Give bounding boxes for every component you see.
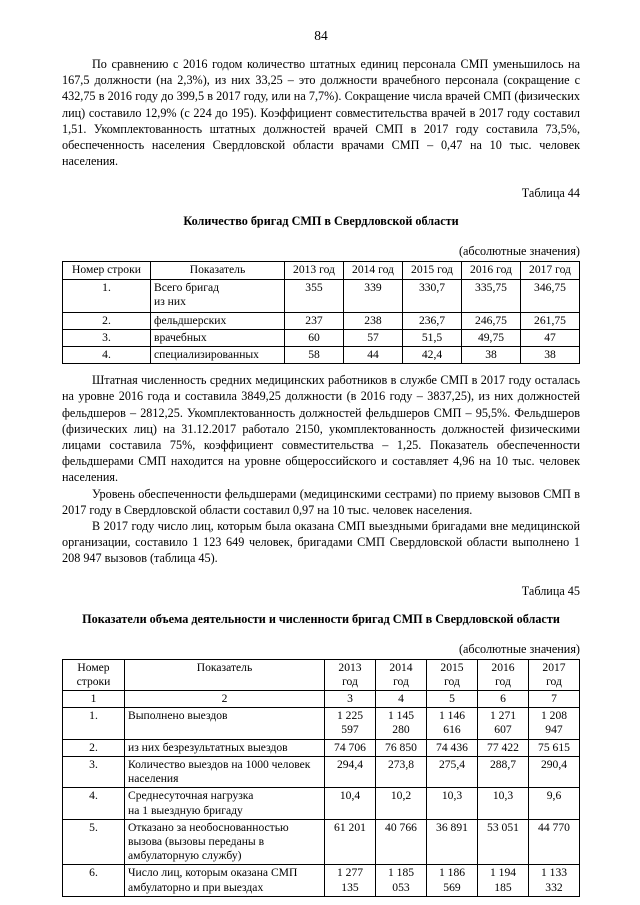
indicator-line-2: населения: [128, 772, 179, 786]
table-44-header-cell: 2016 год: [462, 262, 521, 279]
cell-value: 288,7: [478, 756, 529, 787]
cell-value: 246,75: [462, 312, 521, 329]
cell-value: 273,8: [376, 756, 427, 787]
header-line-1: 2017: [542, 660, 566, 674]
row-number: 2.: [63, 312, 151, 329]
table-45-header-cell: [63, 659, 125, 690]
row-number: 4.: [63, 788, 125, 819]
cell-value: 1 208 947: [529, 708, 580, 739]
cell-value: 1 271 607: [478, 708, 529, 739]
table-row: [63, 708, 580, 739]
cell-value: 44: [344, 347, 403, 364]
cell-value: 38: [462, 347, 521, 364]
column-number: 4: [376, 691, 427, 708]
header-line-1: 2014: [389, 660, 413, 674]
table-44: [62, 261, 580, 364]
indicator-line-2: из них: [154, 294, 186, 308]
cell-value: 335,75: [462, 279, 521, 312]
column-number: 1: [63, 691, 125, 708]
column-number: 5: [427, 691, 478, 708]
cell-value: 75 615: [529, 739, 580, 756]
cell-value: 1 133 332: [529, 865, 580, 896]
row-indicator: специализированных: [151, 347, 285, 364]
table-row: [63, 739, 580, 756]
cell-value: 44 770: [529, 819, 580, 865]
table-45-header-row: [63, 659, 580, 690]
table-row: [63, 312, 580, 329]
cell-value: 1 185 053: [376, 865, 427, 896]
cell-value: 355: [285, 279, 344, 312]
indicator-line-1: Среднесуточная нагрузка: [128, 789, 254, 803]
table-45-column-number-row: [63, 691, 580, 708]
indicator-line-1: Число лиц, которым оказана СМП: [128, 866, 298, 880]
header-line-1: 2015: [440, 660, 464, 674]
cell-value: 57: [344, 329, 403, 346]
cell-value: 1 186 569: [427, 865, 478, 896]
table-row: [63, 819, 580, 865]
table-44-header-cell: Номер строки: [63, 262, 151, 279]
indicator-line-1: Отказано за необоснованностью: [128, 820, 289, 834]
header-line-2: год: [546, 674, 562, 688]
row-indicator: [125, 788, 325, 819]
row-indicator: [125, 819, 325, 865]
indicator-line-2: вызова (вызовы переданы в: [128, 834, 265, 848]
row-number: 1.: [63, 708, 125, 739]
cell-value: 38: [521, 347, 580, 364]
table-row: [63, 347, 580, 364]
table-44-title: Количество бригад СМП в Свердловской области: [183, 214, 459, 229]
indicator-line-2: амбулаторно и при выездах: [128, 880, 264, 894]
header-line-1: Показатель: [196, 660, 253, 674]
cell-value: 330,7: [403, 279, 462, 312]
row-number: 6.: [63, 865, 125, 896]
cell-value: 294,4: [325, 756, 376, 787]
spacer: [62, 364, 580, 372]
table-44-header-cell: 2017 год: [521, 262, 580, 279]
table-44-label: Таблица 44: [521, 186, 580, 201]
cell-value: 36 891: [427, 819, 478, 865]
cell-value: 61 201: [325, 819, 376, 865]
cell-value: 53 051: [478, 819, 529, 865]
header-line-1: 2013: [338, 660, 362, 674]
table-45-header-cell: [427, 659, 478, 690]
cell-value: 237: [285, 312, 344, 329]
cell-value: 238: [344, 312, 403, 329]
cell-value: 1 146 616: [427, 708, 478, 739]
row-number: 3.: [63, 329, 151, 346]
column-number: 7: [529, 691, 580, 708]
header-line-2: строки: [76, 674, 111, 688]
table-row: [63, 788, 580, 819]
table-row: [63, 756, 580, 787]
header-line-1: Номер: [77, 660, 110, 674]
cell-value: 40 766: [376, 819, 427, 865]
table-44-header-cell: Показатель: [151, 262, 285, 279]
cell-value: 51,5: [403, 329, 462, 346]
header-line-2: год: [342, 674, 358, 688]
cell-value: 275,4: [427, 756, 478, 787]
row-indicator: из них безрезультатных выездов: [125, 739, 325, 756]
cell-value: 76 850: [376, 739, 427, 756]
paragraph-1: По сравнению с 2016 годом количество штатных единиц персонала СМП уменьшилось на 167,5 должности (на 2,3%), из них 33,25 – это должности врачебного персонала (сокращение с 432,75 в 2016 году до 399,5 в 2017 году, или на 7,7%). Сокращение числа врачей СМП (физических лиц) составило 12,9% (с 224 до 195). Коэффициент совместительства врачей в 2017 году составил 1,51. Укомплектованность штатных должностей врачей СМП в 2017 году составила 73,5%, обеспеченность населения Свердловской области врачами СМП – 0,47 на 10 тыс. человек населения.: [62, 57, 580, 169]
cell-value: 1 194 185: [478, 865, 529, 896]
indicator-line-3: амбулаторную службу): [128, 849, 242, 863]
cell-value: 10,3: [427, 788, 478, 819]
table-row: [63, 279, 580, 312]
header-line-2: год: [444, 674, 460, 688]
paragraph-3: Уровень обеспеченности фельдшерами (медицинскими сестрами) по приему вызовов СМП в 2017 году в Свердловской области составил 0,97 на 10 тыс. человек населения.: [62, 486, 580, 517]
paragraph-2: Штатная численность средних медицинских работников в службе СМП в 2017 году осталась на уровне 2016 года и составила 3849,25 должности (в 2016 году – 3837,25), из них должностей фельдшеров – 2812,25. Укомплектованность должностей фельдшеров СМП – 95,5%. Фельдшеров (физических лиц) на 31.12.2017 работало 2150, укомплектованность должностей физическими лицами составила 75%, коэффициент совместительства – 1,25. Показатель обеспеченности фельдшерами СМП находится на уровне общероссийского и составляет 4,96 на 10 тыс. человек населения.: [62, 373, 580, 485]
cell-value: 9,6: [529, 788, 580, 819]
table-44-header-cell: 2015 год: [403, 262, 462, 279]
cell-value: 236,7: [403, 312, 462, 329]
cell-value: 49,75: [462, 329, 521, 346]
table-44-header-row: [63, 262, 580, 279]
cell-value: 60: [285, 329, 344, 346]
indicator-line-1: Количество выездов на 1000 человек: [128, 757, 311, 771]
cell-value: 290,4: [529, 756, 580, 787]
row-number: 2.: [63, 739, 125, 756]
table-44-header-cell: 2014 год: [344, 262, 403, 279]
cell-value: 346,75: [521, 279, 580, 312]
indicator-line-2: на 1 выездную бригаду: [128, 803, 243, 817]
cell-value: 42,4: [403, 347, 462, 364]
table-45-header-cell: [125, 659, 325, 690]
cell-value: 1 225 597: [325, 708, 376, 739]
row-indicator: фельдшерских: [151, 312, 285, 329]
cell-value: 10,2: [376, 788, 427, 819]
table-45-title: Показатели объема деятельности и численности бригад СМП в Свердловской области: [82, 611, 560, 626]
table-45-header-cell: [478, 659, 529, 690]
cell-value: 77 422: [478, 739, 529, 756]
cell-value: 1 277 135: [325, 865, 376, 896]
table-45-units: (абсолютные значения): [458, 641, 580, 656]
cell-value: 10,3: [478, 788, 529, 819]
cell-value: 339: [344, 279, 403, 312]
paragraph-4: В 2017 году число лиц, которым была оказана СМП выездными бригадами вне медицинской организации, составило 1 123 649 человек, бригадами СМП Свердловской области выполнено 1 208 947 вызовов (таблица 45).: [62, 519, 580, 566]
page-number: 84: [314, 28, 328, 43]
cell-value: 1 145 280: [376, 708, 427, 739]
cell-value: 261,75: [521, 312, 580, 329]
cell-value: 47: [521, 329, 580, 346]
header-line-1: 2016: [491, 660, 515, 674]
indicator-line-1: Всего бригад: [154, 280, 220, 294]
column-number: 3: [325, 691, 376, 708]
row-number: 3.: [63, 756, 125, 787]
cell-value: 10,4: [325, 788, 376, 819]
table-44-units: (абсолютные значения): [458, 244, 580, 259]
row-indicator: Выполнено выездов: [125, 708, 325, 739]
cell-value: 74 436: [427, 739, 478, 756]
table-45-header-cell: [325, 659, 376, 690]
row-indicator: [151, 279, 285, 312]
cell-value: 58: [285, 347, 344, 364]
cell-value: 74 706: [325, 739, 376, 756]
header-line-2: год: [393, 674, 409, 688]
table-row: [63, 865, 580, 896]
table-row: [63, 329, 580, 346]
table-45-label: Таблица 45: [521, 583, 580, 598]
row-number: 1.: [63, 279, 151, 312]
row-indicator: [125, 865, 325, 896]
table-45-header-cell: [376, 659, 427, 690]
column-number: 6: [478, 691, 529, 708]
table-45: [62, 659, 580, 897]
table-44-header-cell: 2013 год: [285, 262, 344, 279]
row-number: 4.: [63, 347, 151, 364]
header-line-2: год: [495, 674, 511, 688]
row-number: 5.: [63, 819, 125, 865]
row-indicator: [125, 756, 325, 787]
column-number: 2: [125, 691, 325, 708]
row-indicator: врачебных: [151, 329, 285, 346]
table-45-header-cell: [529, 659, 580, 690]
